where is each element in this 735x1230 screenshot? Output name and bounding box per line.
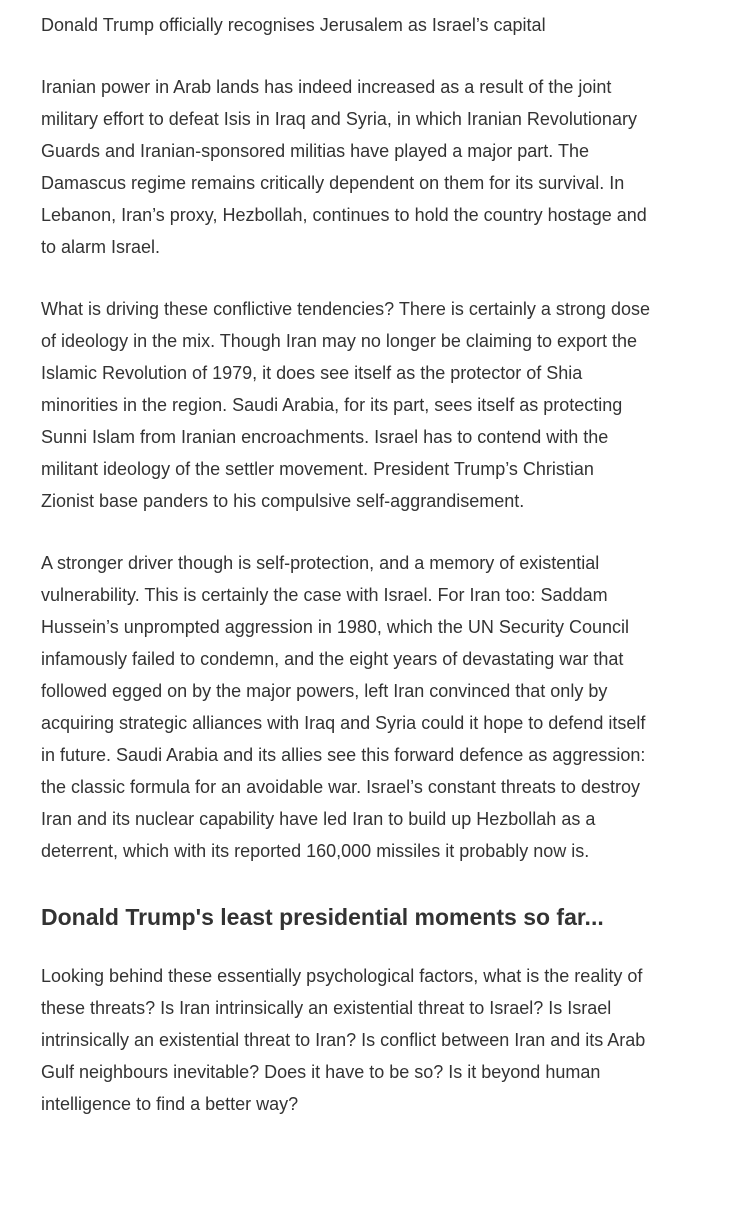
- article-paragraph: Looking behind these essentially psychological factors, what is the reality of these threats? Is Iran intrinsically an existential threat to Israel? Is Israel intrinsically an existential threat to Iran? Is conflict between Iran and its Arab Gulf neighbours inevitable? Does it have to be so? Is it beyond human intelligence to find a better way?: [41, 966, 646, 1114]
- article-paragraph: Iranian power in Arab lands has indeed increased as a result of the joint military effort to defeat Isis in Iraq and Syria, in which Iranian Revolutionary Guards and Iranian-sponsored militias have played a major part. The Damascus regime remains critically dependent on them for its survival. In Lebanon, Iran’s proxy, Hezbollah, continues to hold the country hostage and to alarm Israel.: [41, 77, 647, 257]
- gallery-heading: Donald Trump's least presidential moments so far...: [41, 904, 604, 930]
- article-paragraph: A stronger driver though is self-protection, and a memory of existential vulnerability. This is certainly the case with Israel. For Iran too: Saddam Hussein’s unprompted aggression in 1980, which the UN Security Council infamously failed to condemn, and the eight years of devastating war that followed egged on by the major powers, left Iran convinced that only by acquiring strategic alliances with Iraq and Syria could it hope to defend itself in future. Saudi Arabia and its allies see this forward defence as aggression: the classic formula for an avoidable war. Israel’s constant threats to destroy Iran and its nuclear capability have led Iran to build up Hezbollah as a deterrent, which with its reported 160,000 missiles it probably now is.: [41, 553, 646, 861]
- related-article-link[interactable]: Donald Trump officially recognises Jerusalem as Israel’s capital: [41, 15, 546, 35]
- article-paragraph: What is driving these conflictive tendencies? There is certainly a strong dose of ideology in the mix. Though Iran may no longer be claiming to export the Islamic Revolution of 1979, it does see itself as the protector of Shia minorities in the region. Saudi Arabia, for its part, sees itself as protecting Sunni Islam from Iranian encroachments. Israel has to contend with the militant ideology of the settler movement. President Trump’s Christian Zionist base panders to his compulsive self-aggrandisement.: [41, 299, 650, 511]
